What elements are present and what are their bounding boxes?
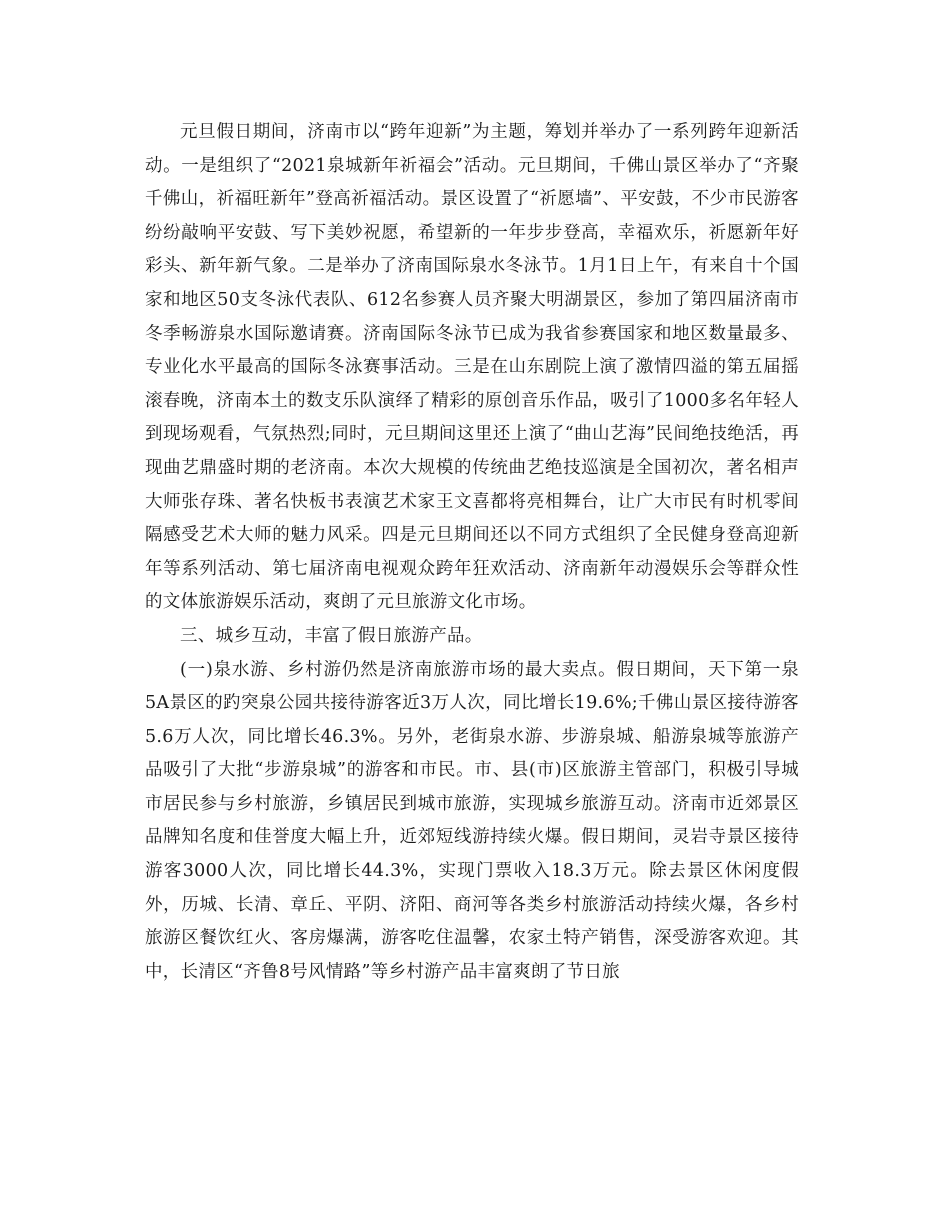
paragraph-new-year-activities: 元旦假日期间，济南市以“跨年迎新”为主题，筹划并举办了一系列跨年迎新活动。一是组织了“2021泉城新年祈福会”活动。元旦期间，千佛山景区举办了“齐聚千佛山，祈福旺新年”登高祈福活动。景区设置了“祈愿墙”、平安鼓，不少市民游客纷纷敲响平安鼓、写下美妙祝愿，希望新的一年步步登高，幸福欢乐，祈愿新年好彩头、新年新气象。二是举办了济南国际泉水冬泳节。1月1日上午，有来自十个国家和地区50支冬泳代表队、612名参赛人员齐聚大明湖景区，参加了第四届济南市冬季畅游泉水国际邀请赛。济南国际冬泳节已成为我省参赛国家和地区数量最多、专业化水平最高的国际冬泳赛事活动。三是在山东剧院上演了激情四溢的第五届摇滚春晚，济南本土的数支乐队演绎了精彩的原创音乐作品，吸引了1000多名年轻人到现场观看，气氛热烈;同时，元旦期间这里还上演了“曲山艺海”民间绝技绝活，再现曲艺鼎盛时期的老济南。本次大规模的传统曲艺绝技巡演是全国初次，著名相声大师张存珠、著名快板书表演艺术家王文喜都将亮相舞台，让广大市民有时机零间隔感受艺术大师的魅力风采。四是元旦期间还以不同方式组织了全民健身登高迎新年等系列活动、第七届济南电视观众跨年狂欢活动、济南新年动漫娱乐会等群众性的文体旅游娱乐活动，爽朗了元旦旅游文化市场。 [145, 122, 799, 613]
document-page [145, 116, 799, 989]
paragraph-spring-rural-tourism: (一)泉水游、乡村游仍然是济南旅游市场的最大卖点。假日期间，天下第一泉5A景区的趵突泉公园共接待游客近3万人次，同比增长19.6%;千佛山景区接待游客5.6万人次，同比增长46.3%。另外，老街泉水游、步游泉城、船游泉城等旅游产品吸引了大批“步游泉城”的游客和市民。市、县(市)区旅游主管部门，积极引导城市居民参与乡村旅游，乡镇居民到城市旅游，实现城乡旅游互动。济南市近郊景区品牌知名度和佳誉度大幅上升，近郊短线游持续火爆。假日期间，灵岩寺景区接待游客3000人次，同比增长44.3%，实现门票收入18.3万元。除去景区休闲度假外，历城、长清、章丘、平阴、济阳、商河等各类乡村旅游活动持续火爆，各乡村旅游区餐饮红火、客房爆满，游客吃住温馨，农家土特产销售，深受游客欢迎。其中，长清区“齐鲁8号风情路”等乡村游产品丰富爽朗了节日旅 [145, 659, 799, 982]
section-heading-urban-rural: 三、城乡互动，丰富了假日旅游产品。 [180, 625, 483, 646]
